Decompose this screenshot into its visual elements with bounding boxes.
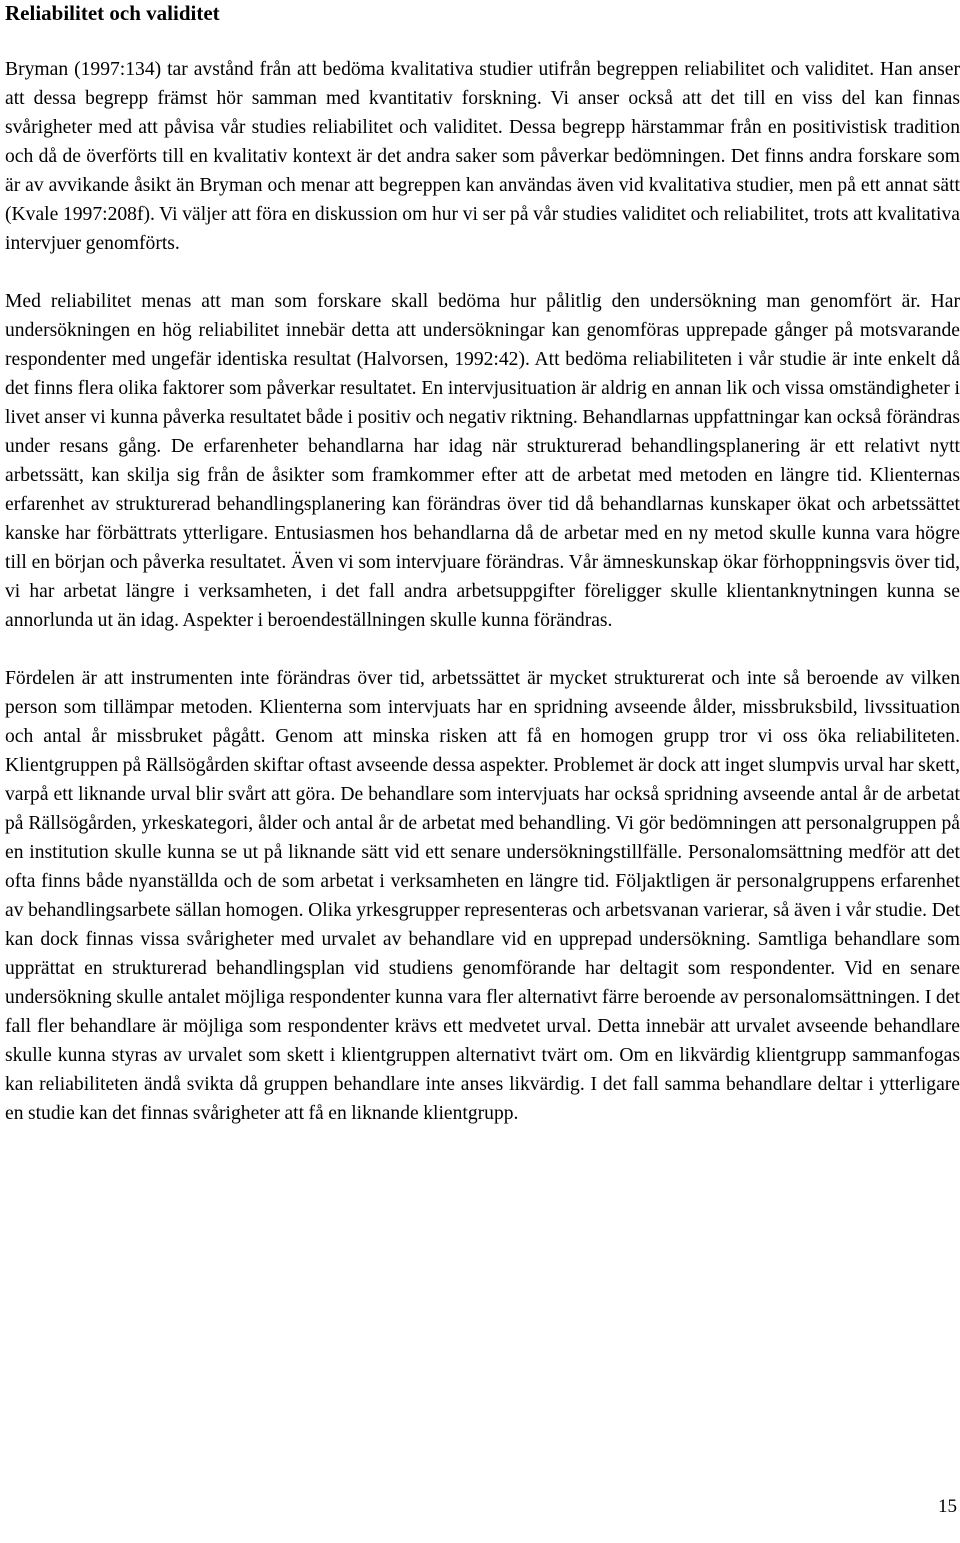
page-number: 15 [938,1496,957,1517]
paragraph-2: Med reliabilitet menas att man som forskare skall bedöma hur pålitlig den undersökning man genomfört är. Har undersökningen en hög reliabilitet innebär detta att undersökningar kan genomföras upprepade gånger på motsvarande respondenter med ungefär identiska resultat (Halvorsen, 1992:42). Att bedöma reliabiliteten i vår studie är inte enkelt då det finns flera olika faktorer som påverkar resultatet. En intervjusituation är aldrig en annan lik och vissa omständigheter i livet anser vi kunna påverka resultatet både i positiv och negativ riktning. Behandlarnas uppfattningar kan också förändras under resans gång. De erfarenheter behandlarna har idag när strukturerad behandlingsplanering är ett relativt nytt arbetssätt, kan skilja sig från de åsikter som framkommer efter att de arbetat med metoden en längre tid. Klienternas erfarenhet av strukturerad behandlingsplanering kan förändras över tid då behandlarnas kunskaper ökat och arbetssättet kanske har förbättrats ytterligare. Entusiasmen hos behandlarna då de arbetar med en ny metod skulle kunna vara högre till en början och påverka resultatet. Även vi som intervjuare förändras. Vår ämneskunskap ökar förhoppningsvis över tid, vi har arbetat längre i verksamheten, i det fall andra arbetsuppgifter föreligger skulle klientanknytningen kunna se annorlunda ut än idag. Aspekter i beroendeställningen skulle kunna förändras. [5,291,960,631]
section-heading: Reliabilitet och validitet [5,1,220,25]
paragraph-1: Bryman (1997:134) tar avstånd från att bedöma kvalitativa studier utifrån begreppen reliabilitet och validitet. Han anser att dessa begrepp främst hör samman med kvantitativ forskning. Vi anser också att det till en viss del kan finnas svårigheter med att påvisa vår studies reliabilitet och validitet. Dessa begrepp härstammar från en positivistisk tradition och då de överförts till en kvalitativ kontext är det andra saker som påverkar bedömningen. Det finns andra forskare som är av avvikande åsikt än Bryman och menar att begreppen kan användas även vid kvalitativa studier, men på ett annat sätt (Kvale 1997:208f). Vi väljer att föra en diskussion om hur vi ser på vår studies validitet och reliabilitet, trots att kvalitativa intervjuer genomförts. [5,59,960,254]
paragraph-3: Fördelen är att instrumenten inte förändras över tid, arbetssättet är mycket strukturerat och inte så beroende av vilken person som tillämpar metoden. Klienterna som intervjuats har en spridning avseende ålder, missbruksbild, livssituation och antal år missbruket pågått. Genom att minska risken att få en homogen grupp tror vi oss öka reliabiliteten. Klientgruppen på Rällsögården skiftar oftast avseende dessa aspekter. Problemet är dock att inget slumpvis urval har skett, varpå ett liknande urval blir svårt att göra. De behandlare som intervjuats har också spridning avseende antal år de arbetat på Rällsögården, yrkeskategori, ålder och antal år de arbetat med behandling. Vi gör bedömningen att personalgruppen på en institution skulle kunna se ut på liknande sätt vid ett senare undersökningstillfälle. Personalomsättning medför att det ofta finns både nyanställda och de som arbetat i verksamheten en längre tid. Följaktligen är personalgruppens erfarenhet av behandlingsarbete sällan homogen. Olika yrkesgrupper representeras och arbetsvanan varierar, så även i vår studie. Det kan dock finnas vissa svårigheter med urvalet av behandlare vid en upprepad undersökning. Samtliga behandlare som upprättat en strukturerad behandlingsplan vid studiens genomförande har deltagit som respondenter. Vid en senare undersökning skulle antalet möjliga respondenter kunna vara fler alternativt färre beroende av personalomsättningen. I det fall fler behandlare är möjliga som respondenter krävs ett medvetet urval. Detta innebär att urvalet avseende behandlare skulle kunna styras av urvalet som skett i klientgruppen alternativt tvärt om. Om en likvärdig klientgrupp sammanfogas kan reliabiliteten ändå svikta då gruppen behandlare inte anses likvärdig. I det fall samma behandlare deltar i ytterligare en studie kan det finnas svårigheter att få en liknande klientgrupp. [5,668,960,1124]
document-page [5,0,960,1128]
